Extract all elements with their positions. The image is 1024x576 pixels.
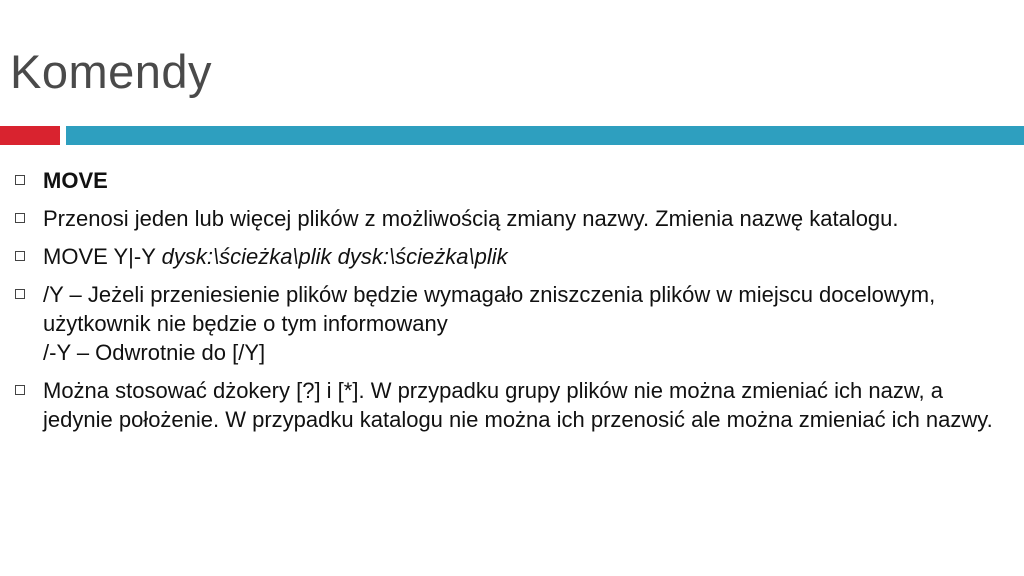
syntax-paths: dysk:\ścieżka\plik dysk:\ścieżka\plik [161, 244, 508, 269]
switch-minus-y-text: /-Y – Odwrotnie do [/Y] [43, 340, 266, 365]
accent-bar-blue [66, 126, 1024, 145]
accent-bar-red [0, 126, 60, 145]
list-item-wildcards [12, 376, 1002, 434]
bullet-text: Przenosi jeden lub więcej plików z możliwością zmiany nazwy. Zmienia nazwę katalogu. [43, 206, 899, 231]
square-bullet-icon [15, 385, 25, 395]
bullet-list [12, 166, 1002, 443]
list-item-syntax [12, 242, 1002, 271]
list-item-switches [12, 280, 1002, 367]
slide-title: Komendy [10, 45, 213, 98]
list-item-description [12, 204, 1002, 233]
bullet-text [43, 242, 508, 271]
bullet-text: MOVE [43, 168, 108, 193]
list-item-move [12, 166, 1002, 195]
square-bullet-icon [15, 251, 25, 261]
square-bullet-icon [15, 213, 25, 223]
square-bullet-icon [15, 175, 25, 185]
bullet-text [43, 280, 1002, 367]
syntax-prefix: MOVE Y|-Y [43, 244, 162, 269]
bullet-text: Można stosować dżokery [?] i [*]. W przypadku grupy plików nie można zmieniać ich nazw, a jedynie położenie. W przypadku katalogu nie można ich przenosić ale można zmieniać ich nazwy. [43, 378, 993, 432]
square-bullet-icon [15, 289, 25, 299]
switch-y-text: /Y – Jeżeli przeniesienie plików będzie wymagało zniszczenia plików w miejscu docelowym, użytkownik nie będzie o tym informowany [43, 282, 936, 336]
